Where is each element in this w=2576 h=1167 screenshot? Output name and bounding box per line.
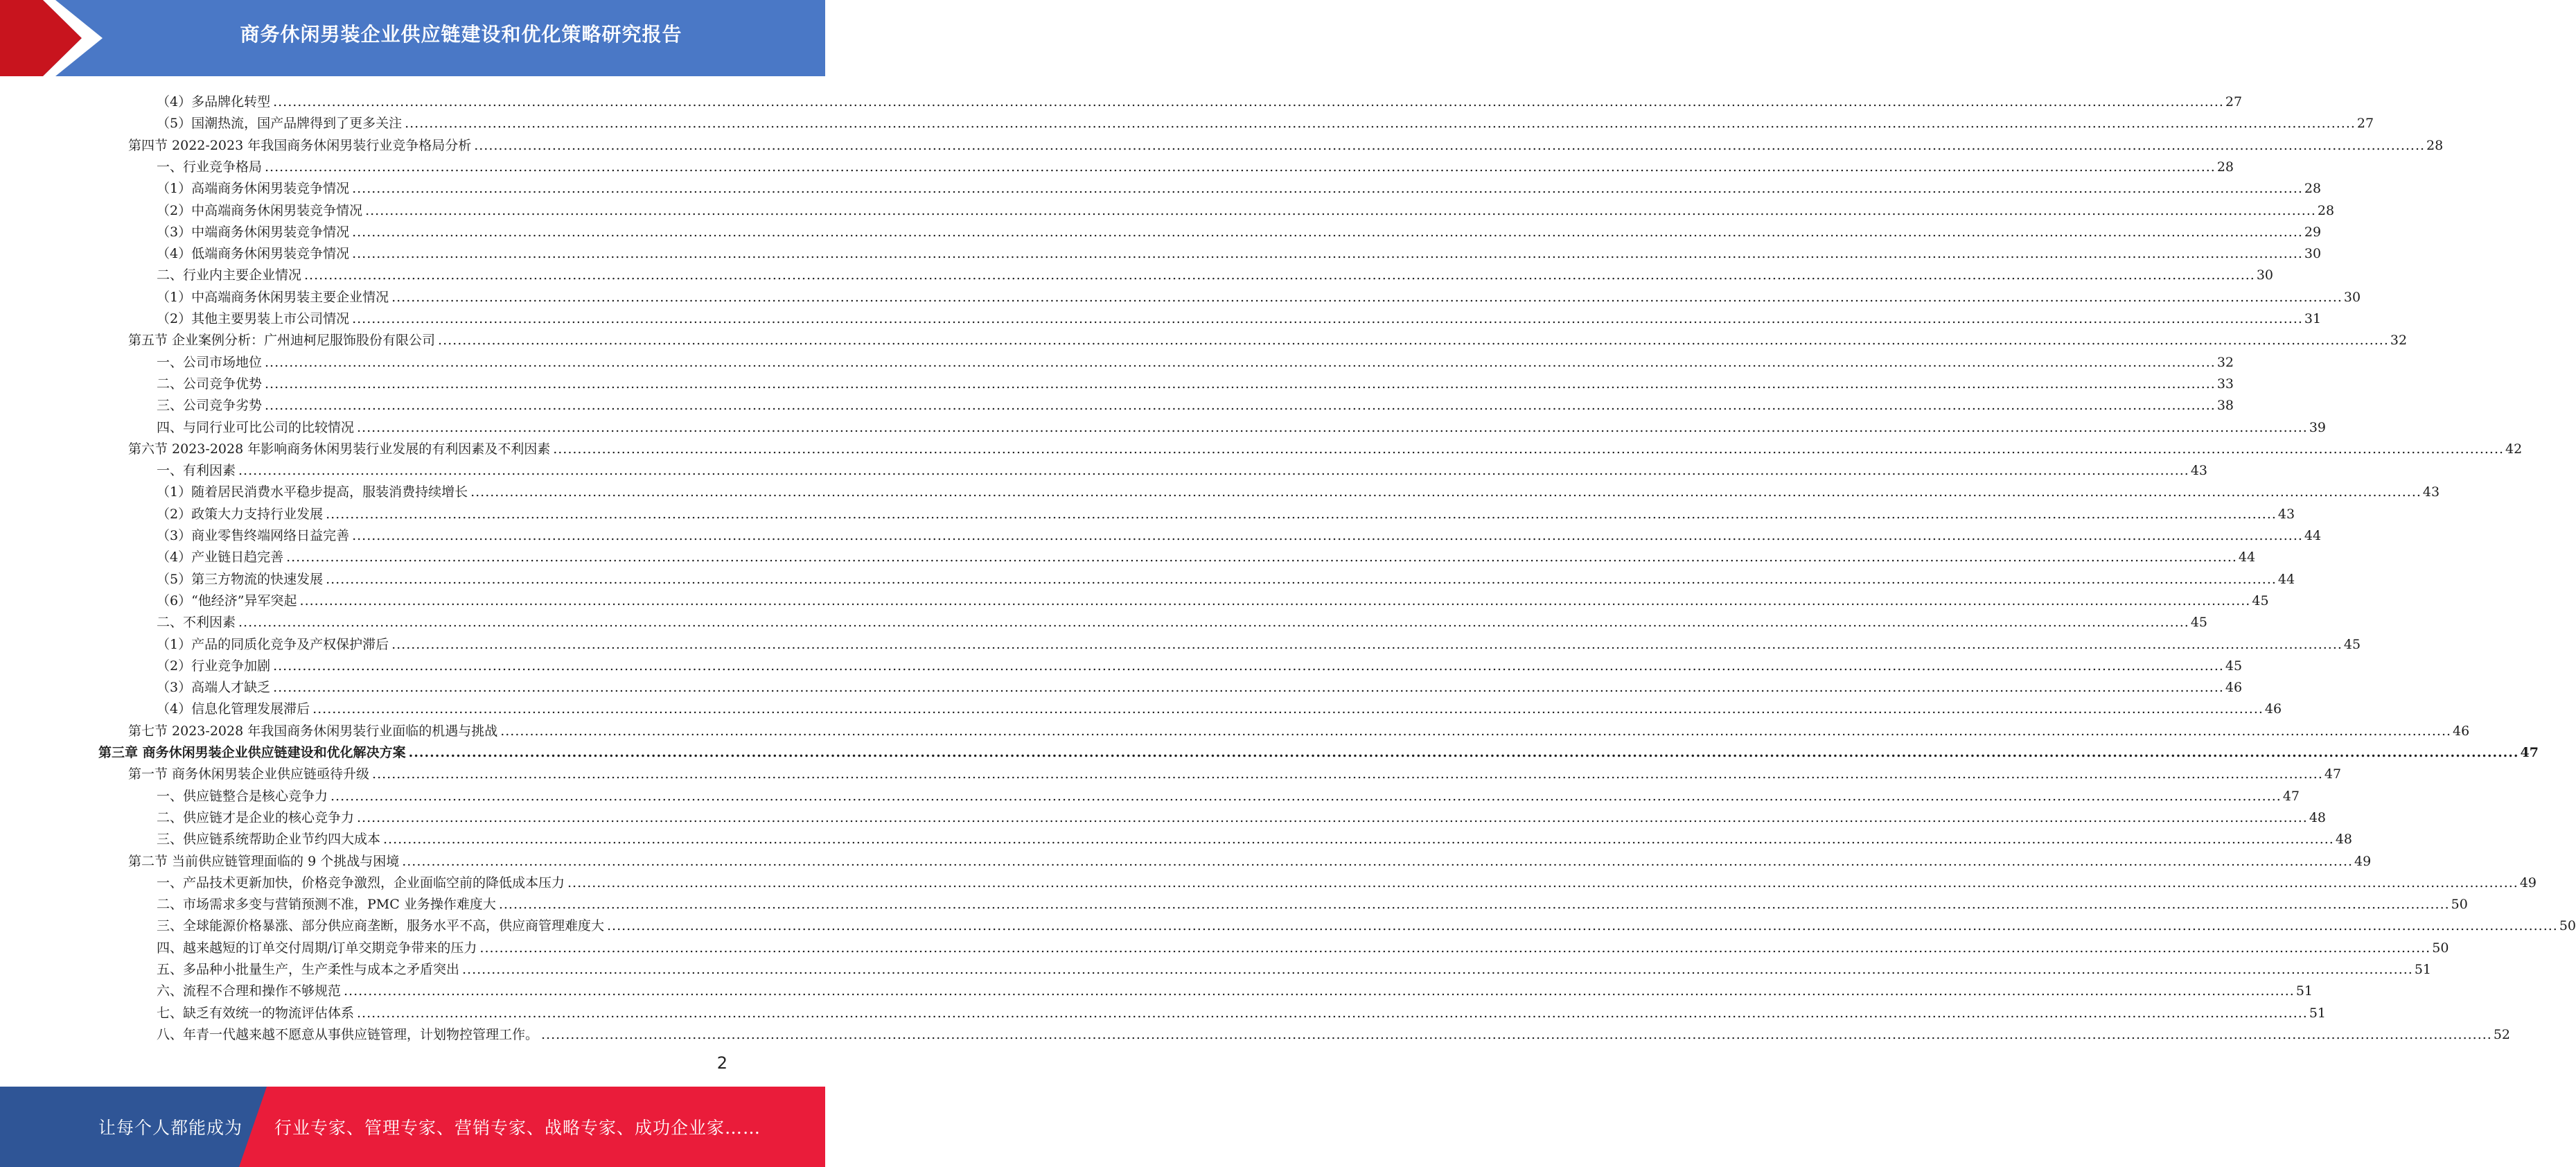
- toc-entry-title: （6）“他经济”异军突起: [157, 593, 297, 608]
- footer-slogan-left: 让每个人都能成为: [98, 1118, 243, 1138]
- toc-entry-title: （1）随着居民消费水平稳步提高，服装消费持续增长: [157, 484, 468, 500]
- page-header: [0, 0, 825, 76]
- toc-entry[interactable]: [157, 154, 2234, 175]
- toc-entry-title: 第五节 企业案例分析：广州迪柯尼服饰股份有限公司: [128, 333, 436, 349]
- toc-leader-dots: ................................................................................................................................................................................................................................................................................................................................................................................................................: [567, 875, 2518, 890]
- toc-entry-page: 30: [2343, 289, 2361, 305]
- toc-entry-page: 45: [2343, 636, 2361, 652]
- toc-entry-title: 一、行业竞争格局: [157, 159, 263, 175]
- toc-leader-dots: ................................................................................................................................................................................................................................................................................................................................................................................................................: [286, 550, 2237, 565]
- toc-leader-dots: ................................................................................................................................................................................................................................................................................................................................................................................................................: [273, 94, 2224, 109]
- toc-entry-page: 50: [2451, 897, 2468, 913]
- toc-entry-page: 44: [2304, 528, 2322, 543]
- toc-entry-page: 29: [2304, 224, 2322, 240]
- toc-leader-dots: ................................................................................................................................................................................................................................................................................................................................................................................................................: [312, 701, 2264, 717]
- toc-entry-title: （1）高端商务休闲男装竞争情况: [157, 181, 350, 197]
- toc-entry-title: 二、公司竞争优势: [157, 376, 263, 392]
- toc-entry-title: 二、供应链才是企业的核心竞争力: [157, 809, 355, 825]
- toc-entry[interactable]: [157, 631, 2361, 653]
- toc-leader-dots: ................................................................................................................................................................................................................................................................................................................................................................................................................: [357, 809, 2308, 825]
- toc-entry-title: 二、行业内主要企业情况: [157, 267, 302, 283]
- toc-leader-dots: ................................................................................................................................................................................................................................................................................................................................................................................................................: [553, 441, 2505, 457]
- toc-entry-title: （4）产业链日趋完善: [157, 550, 284, 565]
- toc-leader-dots: ................................................................................................................................................................................................................................................................................................................................................................................................................: [326, 506, 2277, 522]
- toc-entry-page: 44: [2277, 571, 2295, 587]
- toc-entry[interactable]: [157, 306, 2322, 327]
- toc-leader-dots: ................................................................................................................................................................................................................................................................................................................................................................................................................: [352, 224, 2303, 240]
- toc-entry-title: （3）商业零售终端网络日益完善: [157, 528, 350, 543]
- toc-entry[interactable]: [157, 935, 2449, 956]
- toc-entry[interactable]: [157, 110, 2374, 132]
- toc-entry-title: 二、不利因素: [157, 615, 236, 631]
- toc-entry[interactable]: [157, 891, 2468, 913]
- toc-entry-page: 45: [2225, 658, 2243, 674]
- toc-entry[interactable]: [157, 371, 2234, 392]
- toc-entry[interactable]: [157, 783, 2300, 805]
- toc-entry-title: （2）政策大力支持行业发展: [157, 506, 324, 522]
- toc-leader-dots: ................................................................................................................................................................................................................................................................................................................................................................................................................: [479, 940, 2431, 956]
- toc-entry-page: 43: [2277, 506, 2295, 522]
- toc-leader-dots: ................................................................................................................................................................................................................................................................................................................................................................................................................: [273, 658, 2224, 674]
- toc-entry[interactable]: [157, 284, 2361, 306]
- toc-leader-dots: ................................................................................................................................................................................................................................................................................................................................................................................................................: [273, 680, 2224, 696]
- toc-entry-page: 30: [2304, 246, 2322, 262]
- toc-entry-title: 五、多品种小批量生产，生产柔性与成本之矛盾突出: [157, 962, 460, 977]
- toc-entry-title: 二、市场需求多变与营销预测不准，PMC 业务操作难度大: [157, 897, 496, 913]
- toc-entry-page: 28: [2426, 137, 2444, 153]
- toc-entry[interactable]: [157, 826, 2353, 848]
- toc-entry-page: 42: [2505, 441, 2523, 457]
- toc-entry-title: 一、供应链整合是核心竞争力: [157, 788, 328, 804]
- toc-entry[interactable]: [157, 414, 2327, 436]
- toc-entry-page: 52: [2493, 1026, 2511, 1042]
- toc-entry-page: 49: [2519, 875, 2537, 890]
- toc-entry-page: 48: [2309, 809, 2327, 825]
- toc-entry-title: （4）信息化管理发展滞后: [157, 701, 310, 717]
- toc-entry-title: 四、越来越短的订单交付周期/订单交期竞争带来的压力: [157, 940, 477, 956]
- toc-entry[interactable]: [157, 1000, 2327, 1021]
- toc-entry[interactable]: [157, 219, 2322, 240]
- toc-leader-dots: ................................................................................................................................................................................................................................................................................................................................................................................................................: [462, 962, 2413, 977]
- toc-entry-page: 45: [2252, 593, 2269, 608]
- toc-leader-dots: ................................................................................................................................................................................................................................................................................................................................................................................................................: [326, 571, 2277, 587]
- toc-entry-title: 四、与同行业可比公司的比较情况: [157, 419, 355, 435]
- toc-entry-page: 27: [2225, 94, 2243, 109]
- toc-entry-title: 第四节 2022-2023 年我国商务休闲男装行业竞争格局分析: [128, 137, 472, 153]
- toc-entry-title: （2）中高端商务休闲男装竞争情况: [157, 202, 363, 218]
- toc-entry[interactable]: [157, 544, 2256, 565]
- toc-entry-page: 46: [2453, 723, 2470, 739]
- toc-entry-page: 39: [2309, 419, 2327, 435]
- toc-entry-title: 第七节 2023-2028 年我国商务休闲男装行业面临的机遇与挑战: [128, 723, 498, 739]
- toc-leader-dots: ................................................................................................................................................................................................................................................................................................................................................................................................................: [299, 593, 2251, 608]
- toc-entry[interactable]: [128, 436, 2523, 457]
- toc-entry-title: 七、缺乏有效统一的物流评估体系: [157, 1005, 355, 1021]
- toc-entry[interactable]: [157, 89, 2243, 110]
- toc-entry[interactable]: [157, 1021, 2511, 1043]
- toc-entry[interactable]: [157, 674, 2243, 696]
- toc-entry-title: 一、公司市场地位: [157, 354, 263, 370]
- toc-entry-title: （4）多品牌化转型: [157, 94, 271, 109]
- toc-entry-page: 50: [2432, 940, 2449, 956]
- toc-entry[interactable]: [128, 718, 2470, 739]
- toc-entry-page: 51: [2414, 962, 2432, 977]
- toc-leader-dots: ................................................................................................................................................................................................................................................................................................................................................................................................................: [265, 376, 2216, 392]
- toc-entry-title: （5）第三方物流的快速发展: [157, 571, 324, 587]
- toc-entry-page: 50: [2559, 918, 2576, 934]
- toc-entry-title: （1）中高端商务休闲男装主要企业情况: [157, 289, 389, 305]
- toc-leader-dots: ................................................................................................................................................................................................................................................................................................................................................................................................................: [357, 1005, 2308, 1021]
- toc-leader-dots: ................................................................................................................................................................................................................................................................................................................................................................................................................: [357, 419, 2308, 435]
- toc-entry-page: 51: [2309, 1005, 2327, 1021]
- toc-entry-title: 六、流程不合理和操作不够规范: [157, 983, 342, 999]
- toc-leader-dots: ................................................................................................................................................................................................................................................................................................................................................................................................................: [408, 745, 2519, 760]
- toc-leader-dots: ................................................................................................................................................................................................................................................................................................................................................................................................................: [352, 246, 2303, 262]
- toc-leader-dots: ................................................................................................................................................................................................................................................................................................................................................................................................................: [352, 528, 2303, 543]
- toc-entry[interactable]: [157, 696, 2282, 717]
- toc-leader-dots: ................................................................................................................................................................................................................................................................................................................................................................................................................: [383, 832, 2334, 848]
- toc-entry-title: （4）低端商务休闲男装竞争情况: [157, 246, 350, 262]
- toc-entry[interactable]: [157, 805, 2327, 826]
- toc-leader-dots: ................................................................................................................................................................................................................................................................................................................................................................................................................: [238, 463, 2189, 479]
- toc-entry-page: 33: [2216, 376, 2234, 392]
- toc-leader-dots: ................................................................................................................................................................................................................................................................................................................................................................................................................: [344, 983, 2295, 999]
- toc-entry-page: 44: [2238, 550, 2256, 565]
- toc-leader-dots: ................................................................................................................................................................................................................................................................................................................................................................................................................: [541, 1026, 2492, 1042]
- toc-leader-dots: ................................................................................................................................................................................................................................................................................................................................................................................................................: [438, 333, 2389, 349]
- toc-entry-page: 43: [2190, 463, 2208, 479]
- toc-entry-page: 28: [2216, 159, 2234, 175]
- toc-entry[interactable]: [157, 262, 2274, 283]
- toc-entry[interactable]: [157, 913, 2576, 934]
- toc-leader-dots: ................................................................................................................................................................................................................................................................................................................................................................................................................: [352, 181, 2303, 197]
- toc-entry-page: 38: [2216, 398, 2234, 414]
- toc-entry-title: 第二节 当前供应链管理面临的 9 个挑战与困境: [128, 853, 400, 869]
- toc-entry[interactable]: [157, 523, 2322, 544]
- toc-leader-dots: ................................................................................................................................................................................................................................................................................................................................................................................................................: [352, 311, 2303, 326]
- toc-leader-dots: ................................................................................................................................................................................................................................................................................................................................................................................................................: [265, 159, 2216, 175]
- toc-entry-title: （3）中端商务休闲男装竞争情况: [157, 224, 350, 240]
- toc-entry[interactable]: [157, 349, 2234, 371]
- toc-leader-dots: ................................................................................................................................................................................................................................................................................................................................................................................................................: [265, 398, 2216, 414]
- toc-entry[interactable]: [157, 609, 2208, 631]
- report-title: 商务休闲男装企业供应链建设和优化策略研究报告: [240, 23, 682, 46]
- toc-leader-dots: ................................................................................................................................................................................................................................................................................................................................................................................................................: [365, 202, 2316, 218]
- toc-entry-page: 51: [2295, 983, 2313, 999]
- toc-entry-title: （1）产品的同质化竞争及产权保护滞后: [157, 636, 389, 652]
- toc-entry-page: 27: [2356, 116, 2374, 132]
- footer-slogan-right: 行业专家、管理专家、营销专家、战略专家、成功企业家……: [274, 1118, 761, 1138]
- toc-entry-page: 46: [2264, 701, 2282, 717]
- toc-entry-title: （2）行业竞争加剧: [157, 658, 271, 674]
- toc-leader-dots: ................................................................................................................................................................................................................................................................................................................................................................................................................: [402, 853, 2354, 869]
- toc-entry-page: 32: [2390, 333, 2408, 349]
- toc-entry-title: 第六节 2023-2028 年影响商务休闲男装行业发展的有利因素及不利因素: [128, 441, 551, 457]
- toc-entry[interactable]: [157, 240, 2322, 262]
- toc-entry-title: 第一节 商务休闲男装企业供应链亟待升级: [128, 766, 370, 782]
- toc-chapter-entry[interactable]: [98, 739, 2539, 761]
- toc-entry[interactable]: [157, 870, 2537, 891]
- toc-leader-dots: ................................................................................................................................................................................................................................................................................................................................................................................................................: [500, 723, 2452, 739]
- toc-leader-dots: ................................................................................................................................................................................................................................................................................................................................................................................................................: [265, 354, 2216, 370]
- toc-entry[interactable]: [128, 761, 2342, 782]
- toc-entry-title: （2）其他主要男装上市公司情况: [157, 311, 350, 326]
- toc-entry-page: 49: [2354, 853, 2372, 869]
- toc-entry[interactable]: [157, 501, 2295, 523]
- toc-entry-page: 45: [2190, 615, 2208, 631]
- toc-entry-page: 46: [2225, 680, 2243, 696]
- toc-entry[interactable]: [157, 457, 2208, 479]
- toc-entry-title: 三、供应链系统帮助企业节约四大成本: [157, 832, 381, 848]
- toc-entry-page: 28: [2317, 202, 2335, 218]
- toc-entry[interactable]: [157, 566, 2295, 588]
- toc-leader-dots: ................................................................................................................................................................................................................................................................................................................................................................................................................: [474, 137, 2426, 153]
- toc-entry-title: 八、年青一代越来越不愿意从事供应链管理，计划物控管理工作。: [157, 1026, 539, 1042]
- chevron-arrow-icon: [0, 0, 111, 76]
- toc-entry-page: 43: [2422, 484, 2440, 500]
- toc-entry-title: 一、产品技术更新加快，价格竞争激烈，企业面临空前的降低成本压力: [157, 875, 565, 890]
- page-footer: [0, 1087, 825, 1167]
- toc-entry[interactable]: [128, 132, 2444, 154]
- toc-entry-title: 第三章 商务休闲男装企业供应链建设和优化解决方案: [98, 745, 406, 760]
- toc-leader-dots: ................................................................................................................................................................................................................................................................................................................................................................................................................: [304, 267, 2255, 283]
- toc-entry[interactable]: [128, 327, 2408, 349]
- toc-entry-page: 47: [2282, 788, 2300, 804]
- toc-entry[interactable]: [157, 392, 2234, 414]
- toc-entry[interactable]: [128, 848, 2372, 870]
- toc-leader-dots: ................................................................................................................................................................................................................................................................................................................................................................................................................: [391, 636, 2343, 652]
- toc-entry-title: （3）高端人才缺乏: [157, 680, 271, 696]
- toc-entry-title: （5）国潮热流，国产品牌得到了更多关注: [157, 116, 403, 132]
- toc-leader-dots: ................................................................................................................................................................................................................................................................................................................................................................................................................: [330, 788, 2282, 804]
- toc-entry-page: 28: [2304, 181, 2322, 197]
- toc-leader-dots: ................................................................................................................................................................................................................................................................................................................................................................................................................: [498, 897, 2450, 913]
- toc-entry-page: 48: [2335, 832, 2353, 848]
- toc-entry-page: 47: [2520, 745, 2539, 760]
- toc-entry[interactable]: [157, 653, 2243, 674]
- toc-leader-dots: ................................................................................................................................................................................................................................................................................................................................................................................................................: [607, 918, 2558, 934]
- toc-entry-title: 三、公司竞争劣势: [157, 398, 263, 414]
- toc-entry[interactable]: [157, 175, 2322, 197]
- toc-entry-title: 三、全球能源价格暴涨、部分供应商垄断，服务水平不高，供应商管理难度大: [157, 918, 605, 934]
- toc-entry[interactable]: [157, 198, 2335, 219]
- toc-leader-dots: ................................................................................................................................................................................................................................................................................................................................................................................................................: [405, 116, 2356, 132]
- toc-entry-page: 32: [2216, 354, 2234, 370]
- toc-entry-page: 47: [2324, 766, 2342, 782]
- toc-leader-dots: ................................................................................................................................................................................................................................................................................................................................................................................................................: [391, 289, 2343, 305]
- toc-entry-page: 31: [2304, 311, 2322, 326]
- page-number: 2: [716, 1053, 727, 1073]
- toc-entry[interactable]: [157, 956, 2432, 978]
- toc-leader-dots: ................................................................................................................................................................................................................................................................................................................................................................................................................: [372, 766, 2323, 782]
- toc-entry-page: 30: [2256, 267, 2274, 283]
- toc-entry[interactable]: [157, 479, 2440, 500]
- toc-leader-dots: ................................................................................................................................................................................................................................................................................................................................................................................................................: [470, 484, 2421, 500]
- toc-entry[interactable]: [157, 588, 2269, 609]
- toc-entry-title: 一、有利因素: [157, 463, 236, 479]
- toc-entry[interactable]: [157, 978, 2313, 999]
- toc-leader-dots: ................................................................................................................................................................................................................................................................................................................................................................................................................: [238, 615, 2189, 631]
